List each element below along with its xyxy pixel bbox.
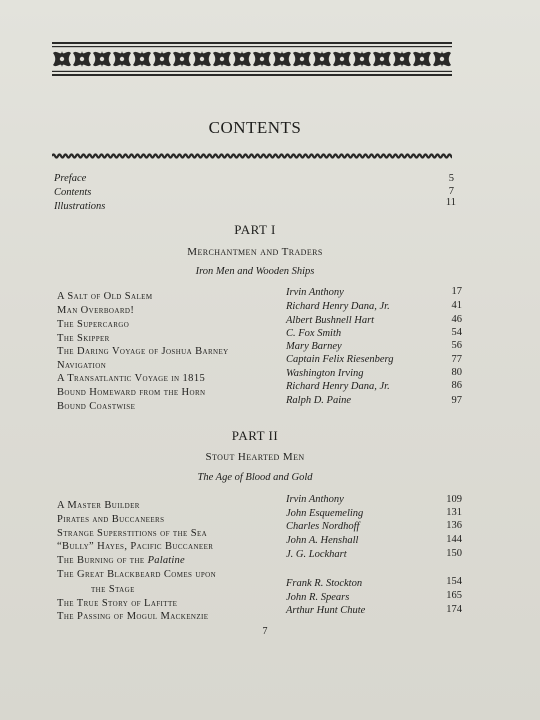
part-2-title: Stout Hearted Men — [205, 451, 305, 463]
part-2-story-8: The Passing of Mogul Mackenzie — [57, 611, 209, 622]
part-1-page-2: 41 — [451, 300, 462, 311]
front-matter-illustrations-page: 11 — [445, 197, 456, 208]
part-2-story-5-title: The Burning of the — [57, 555, 145, 566]
part-2-page-7: 165 — [446, 590, 462, 601]
contents-heading: CONTENTS — [208, 118, 302, 137]
front-matter-contents: Contents — [54, 187, 92, 198]
part-1-heading: PART I — [234, 222, 276, 237]
front-matter-contents-page: 7 — [448, 186, 454, 197]
part-2-page-1: 109 — [446, 494, 462, 505]
part-1-author-3: Albert Bushnell Hart — [286, 315, 375, 326]
part-1-author-4: C. Fox Smith — [286, 328, 342, 339]
part-1-story-8: Bound Homeward from the Horn — [57, 387, 206, 398]
wavy-rule-ornament — [52, 152, 452, 160]
part-1-page-5: 56 — [451, 340, 462, 351]
part-2-author-4: John A. Henshall — [286, 535, 359, 546]
part-2-subtitle: The Age of Blood and Gold — [197, 472, 313, 483]
part-2-page-2: 131 — [446, 507, 462, 518]
part-1-page-9: 97 — [451, 395, 462, 406]
front-matter-illustrations: Illustrations — [54, 201, 106, 212]
part-1-title: Merchantmen and Traders — [187, 246, 323, 258]
part-2-page-4: 144 — [446, 534, 462, 545]
front-matter-preface-page: 5 — [448, 173, 454, 184]
part-1-subtitle: Iron Men and Wooden Ships — [195, 266, 315, 277]
part-2-story-2: Pirates and Buccaneers — [57, 514, 165, 525]
part-1-page-8: 86 — [451, 380, 462, 391]
part-2-story-5-ship-name: Palatine — [147, 555, 185, 566]
part-2-author-5: J. G. Lockhart — [286, 549, 347, 560]
part-1-story-7: A Transatlantic Voyage in 1815 — [57, 373, 206, 384]
part-2-story-6: The Great Blackbeard Comes upon — [57, 569, 217, 580]
part-1-story-1: A Salt of Old Salem — [57, 291, 153, 302]
part-1-author-5: Mary Barney — [286, 341, 342, 352]
part-1-page-7: 80 — [451, 367, 462, 378]
part-1-page-1: 17 — [451, 286, 462, 297]
part-2-author-1: Irvin Anthony — [286, 494, 344, 505]
decorative-border-ornament — [52, 42, 452, 76]
part-2-story-4: “Bully” Hayes, Pacific Buccaneer — [57, 541, 214, 552]
part-1-author-8: Richard Henry Dana, Jr. — [286, 381, 390, 392]
part-2-author-3: Charles Nordhoff — [286, 521, 360, 532]
part-1-page-3: 46 — [451, 314, 462, 325]
part-2-page-6: 154 — [446, 576, 462, 587]
part-2-heading: PART II — [231, 428, 279, 443]
part-1-author-7: Washington Irving — [286, 368, 364, 379]
part-2-page-5: 150 — [446, 548, 462, 559]
part-1-author-2: Richard Henry Dana, Jr. — [286, 301, 390, 312]
part-1-story-9: Bound Coastwise — [57, 401, 136, 412]
part-1-story-4: The Skipper — [57, 333, 110, 344]
part-2-page-8: 174 — [446, 604, 462, 615]
part-1-page-6: 77 — [451, 354, 462, 365]
part-2-story-3: Strange Superstitions of the Sea — [57, 528, 208, 539]
part-1-story-5: The Daring Voyage of Joshua Barney — [57, 346, 229, 357]
part-2-story-5 — [57, 555, 185, 566]
part-2-author-7: John R. Spears — [286, 592, 350, 603]
part-1-author-1: Irvin Anthony — [286, 287, 344, 298]
part-1-author-6: Captain Felix Riesenberg — [286, 354, 394, 365]
part-2-author-6: Frank R. Stockton — [286, 578, 363, 589]
part-2-story-6-continued: the Stage — [91, 584, 135, 595]
part-2-page-3: 136 — [446, 520, 462, 531]
part-1-story-2: Man Overboard! — [57, 305, 135, 316]
part-1-story-3: The Supercargo — [57, 319, 130, 330]
part-2-author-8: Arthur Hunt Chute — [286, 605, 366, 616]
part-1-author-9: Ralph D. Paine — [286, 395, 352, 406]
part-2-story-7: The True Story of Lafitte — [57, 598, 178, 609]
part-2-author-2: John Esquemeling — [286, 508, 364, 519]
front-matter-preface: Preface — [54, 173, 87, 184]
part-1-story-6: Navigation — [57, 360, 107, 371]
part-2-story-1: A Master Builder — [57, 500, 140, 511]
part-1-page-4: 54 — [451, 327, 462, 338]
page-folio-number: 7 — [262, 626, 268, 637]
